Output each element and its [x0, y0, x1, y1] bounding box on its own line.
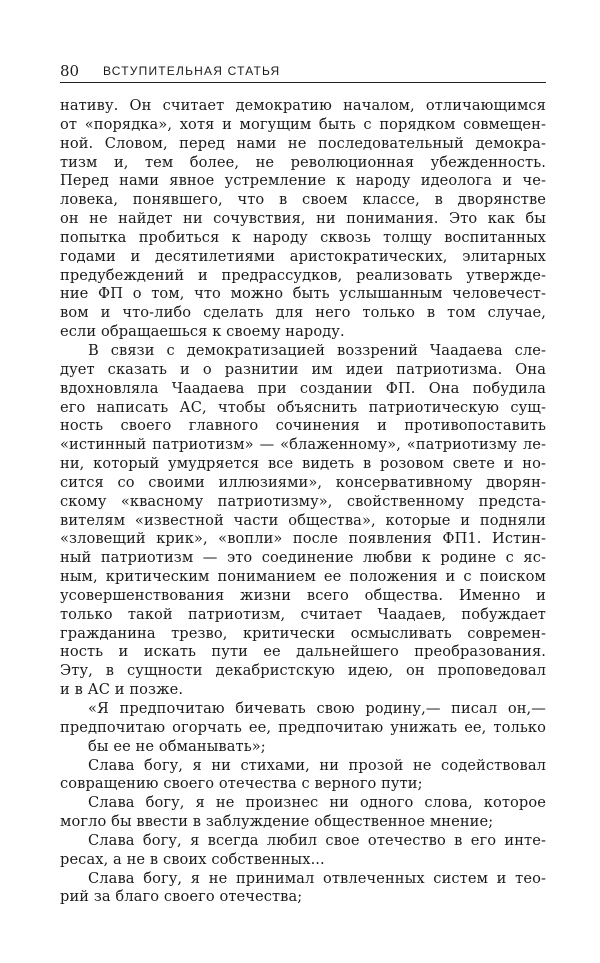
body-text: [60, 97, 546, 907]
text-line: нативу. Он считает демократию началом, отличающимся: [60, 97, 546, 114]
text-line: годами и десятилетиями аристократических, элитарных: [60, 247, 546, 265]
text-line: Слава богу, я не произнес ни одного слова, которое: [88, 794, 546, 812]
text-line: рий за благо своего отечества;: [60, 888, 303, 906]
text-line: Перед нами явное устремление к народу идеолога и че-: [60, 172, 546, 190]
text-line: предубеждений и предрассудков, реализовать утвержде-: [60, 266, 546, 284]
text-line: «Я предпочитаю бичевать свою родину,— писал он,—: [88, 700, 546, 717]
page-number: 80: [60, 62, 80, 80]
text-line: «зловещий крик», «вопли» после появления ФП1. Истин-: [60, 530, 546, 548]
text-line: совращению своего отечества с верного пути;: [60, 775, 423, 793]
text-line: ние ФП о том, что можно быть услышанным человечест-: [60, 285, 546, 303]
text-line: ресах, а не в своих собственных...: [60, 850, 325, 868]
text-line: ловека, понявшего, что в своем классе, в дворянстве: [60, 191, 546, 209]
text-line: тизм и, тем более, не революционная убежденность.: [60, 153, 546, 171]
text-line: Слава богу, я не принимал отвлеченных систем и тео-: [88, 869, 546, 887]
text-line: попытка пробиться к народу сквозь толщу воспитанных: [60, 228, 546, 246]
text-line: если обращаешься к своему народу.: [60, 323, 345, 341]
text-line: только такой патриотизм, считает Чаадаев, побуждает: [60, 605, 546, 623]
text-line: он не найдет ни сочувствия, ни понимания. Это как бы: [60, 210, 546, 228]
text-line: сится со своими иллюзиями», консервативному дворян-: [60, 473, 546, 491]
running-head: ВСТУПИТЕЛЬНАЯ СТАТЬЯ: [103, 64, 281, 78]
text-line: могло бы ввести в заблуждение общественное мнение;: [60, 813, 494, 831]
text-line: предпочитаю огорчать ее, предпочитаю унижать ее, только: [60, 718, 546, 736]
text-line: вителям «известной части общества», которые и подняли: [60, 511, 546, 529]
text-line: дует сказать и о разнитии им идеи патриотизма. Она: [60, 360, 546, 378]
text-line: В связи с демократизацией воззрений Чаадаева сле-: [88, 341, 546, 359]
text-line: и в АС и позже.: [60, 681, 184, 699]
text-line: ный патриотизм — это соединение любви к родине с яс-: [60, 549, 546, 567]
text-line: бы ее не обманывать»;: [88, 737, 266, 755]
text-line: усовершенствования жизни всего общества. Именно и: [60, 586, 546, 604]
text-line: ной. Словом, перед нами не последовательный демокра-: [60, 134, 546, 152]
text-line: ность своего главного сочинения и противопоставить: [60, 417, 546, 435]
text-line: от «порядка», хотя и могущим быть с порядком совмещен-: [60, 115, 546, 133]
text-line: скому «квасному патриотизму», свойственному предста-: [60, 492, 546, 510]
text-line: Слава богу, я ни стихами, ни прозой не содействовал: [88, 756, 546, 774]
text-line: ность и искать пути ее дальнейшего преобразования.: [60, 643, 546, 661]
text-line: гражданина трезво, критически осмысливать современ-: [60, 624, 546, 642]
text-line: ным, критическим пониманием ее положения и с поиском: [60, 568, 546, 586]
text-line: его написать АС, чтобы объяснить патриотическую сущ-: [60, 398, 546, 416]
text-line: Эту, в сущности декабристскую идею, он проповедовал: [60, 662, 546, 680]
text-line: вом и что-либо сделать для него только в том случае,: [60, 304, 546, 322]
text-line: вдохновляла Чаадаева при создании ФП. Она побудила: [60, 379, 546, 397]
page-header: [60, 62, 546, 83]
text-line: Слава богу, я всегда любил свое отечество в его инте-: [88, 831, 546, 849]
text-line: ни, который умудряется все видеть в розовом свете и но-: [60, 455, 546, 473]
text-line: «истинный патриотизм» — «блаженному», «патриотизму ле-: [60, 436, 546, 454]
